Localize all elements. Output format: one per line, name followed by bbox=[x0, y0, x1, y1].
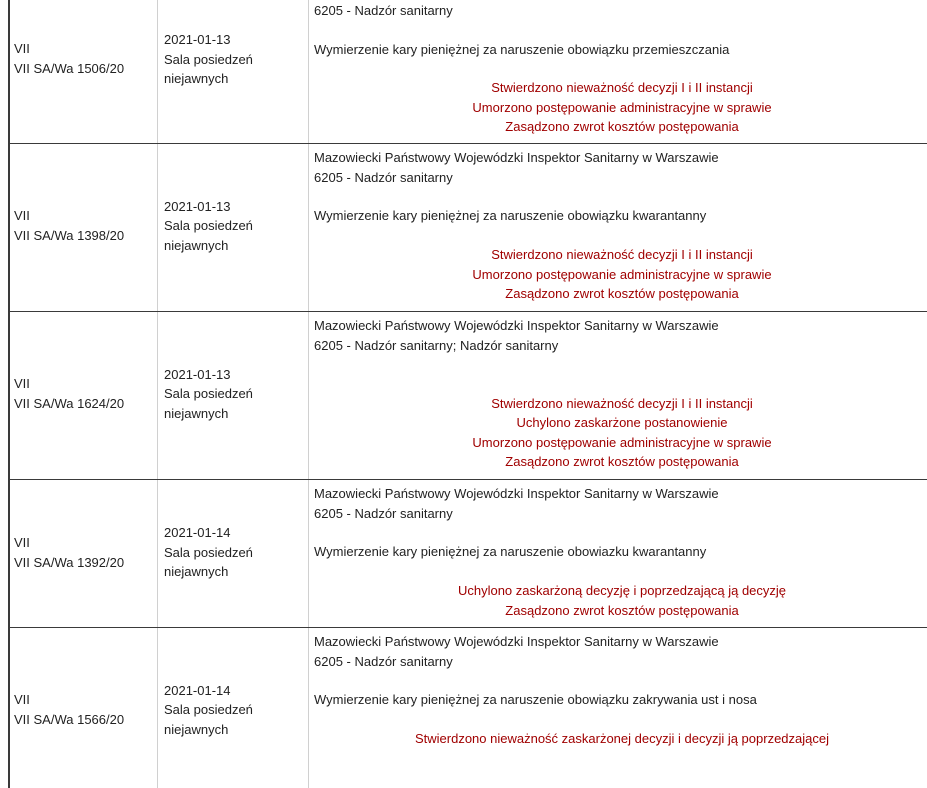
case-symbol: 6205 - Nadzór sanitarny bbox=[314, 654, 453, 669]
hearing-room-cont: niejawnych bbox=[164, 238, 229, 253]
hearing-date: 2021-01-14 bbox=[164, 525, 231, 540]
signature-cell bbox=[10, 480, 156, 627]
outcome-line: Uchylono zaskarżoną decyzję i poprzedzającą ją decyzję bbox=[457, 583, 787, 598]
table-row bbox=[10, 628, 927, 788]
date-cell bbox=[157, 0, 307, 143]
hearing-room-cont: niejawnych bbox=[164, 564, 229, 579]
hearing-room: Sala posiedzeń bbox=[164, 545, 253, 560]
outcome-line: Stwierdzono nieważność decyzji I i II instancji bbox=[491, 247, 753, 262]
authority-name: Mazowiecki Państwowy Wojewódzki Inspektor Sanitarny w Warszawie bbox=[314, 318, 719, 333]
signature-cell bbox=[10, 628, 156, 788]
table-row bbox=[10, 312, 927, 480]
outcome-line: Stwierdzono nieważność zaskarżonej decyzji i decyzji ją poprzedzającej bbox=[414, 731, 830, 746]
outcome-line: Umorzono postępowanie administracyjne w sprawie bbox=[472, 435, 772, 450]
date-cell bbox=[157, 312, 307, 479]
date-cell bbox=[157, 480, 307, 627]
hearing-room-cont: niejawnych bbox=[164, 722, 229, 737]
table-row bbox=[10, 0, 927, 144]
case-subject: Wymierzenie kary pieniężnej za naruszenie obowiązku kwarantanny bbox=[314, 208, 707, 223]
hearing-date: 2021-01-13 bbox=[164, 199, 231, 214]
outcome-line: Uchylono zaskarżone postanowienie bbox=[516, 415, 728, 430]
division-label: VII bbox=[14, 376, 30, 391]
date-cell bbox=[157, 144, 307, 311]
hearing-room-cont: niejawnych bbox=[164, 406, 229, 421]
signature-cell bbox=[10, 0, 156, 143]
table-row bbox=[10, 144, 927, 312]
outcome-line: Zasądzono zwrot kosztów postępowania bbox=[505, 286, 739, 301]
outcome-line: Zasądzono zwrot kosztów postępowania bbox=[505, 603, 739, 618]
outcome-line: Zasądzono zwrot kosztów postępowania bbox=[505, 119, 739, 134]
case-subject: Wymierzenie kary pieniężnej za naruszenie obowiazku kwarantanny bbox=[314, 544, 707, 559]
hearing-date: 2021-01-13 bbox=[164, 32, 231, 47]
details-cell bbox=[308, 312, 927, 479]
hearing-room-cont: niejawnych bbox=[164, 71, 229, 86]
case-signature-link[interactable]: VII SA/Wa 1398/20 bbox=[14, 228, 125, 243]
details-cell bbox=[308, 628, 927, 788]
case-subject: Wymierzenie kary pieniężnej za naruszenie obowiązku zakrywania ust i nosa bbox=[314, 692, 757, 707]
hearing-room: Sala posiedzeń bbox=[164, 218, 253, 233]
hearing-room: Sala posiedzeń bbox=[164, 52, 253, 67]
hearing-date: 2021-01-14 bbox=[164, 683, 231, 698]
table-row bbox=[10, 480, 927, 628]
outcome-line: Stwierdzono nieważność decyzji I i II instancji bbox=[491, 396, 753, 411]
signature-cell bbox=[10, 312, 156, 479]
signature-cell bbox=[10, 144, 156, 311]
case-symbol: 6205 - Nadzór sanitarny bbox=[314, 3, 453, 18]
case-symbol: 6205 - Nadzór sanitarny bbox=[314, 170, 453, 185]
case-signature-link[interactable]: VII SA/Wa 1392/20 bbox=[14, 555, 125, 570]
hearing-room: Sala posiedzeń bbox=[164, 702, 253, 717]
outcome-line: Stwierdzono nieważność decyzji I i II instancji bbox=[491, 80, 753, 95]
division-label: VII bbox=[14, 208, 30, 223]
hearing-date: 2021-01-13 bbox=[164, 367, 231, 382]
outcome-line: Umorzono postępowanie administracyjne w sprawie bbox=[472, 267, 772, 282]
outcome-line: Umorzono postępowanie administracyjne w sprawie bbox=[472, 100, 772, 115]
case-signature-link[interactable]: VII SA/Wa 1566/20 bbox=[14, 712, 125, 727]
authority-name: Mazowiecki Państwowy Wojewódzki Inspektor Sanitarny w Warszawie bbox=[314, 150, 719, 165]
details-cell bbox=[308, 0, 927, 143]
details-cell bbox=[308, 480, 927, 627]
case-symbol: 6205 - Nadzór sanitarny bbox=[314, 506, 453, 521]
outcome-line: Zasądzono zwrot kosztów postępowania bbox=[505, 454, 739, 469]
case-signature-link[interactable]: VII SA/Wa 1624/20 bbox=[14, 396, 125, 411]
authority-name: Mazowiecki Państwowy Wojewódzki Inspektor Sanitarny w Warszawie bbox=[314, 634, 719, 649]
division-label: VII bbox=[14, 692, 30, 707]
hearing-room: Sala posiedzeń bbox=[164, 386, 253, 401]
division-label: VII bbox=[14, 535, 30, 550]
case-symbol: 6205 - Nadzór sanitarny; Nadzór sanitarny bbox=[314, 338, 559, 353]
division-label: VII bbox=[14, 41, 30, 56]
case-subject: Wymierzenie kary pieniężnej za naruszenie obowiązku przemieszczania bbox=[314, 42, 730, 57]
authority-name: Mazowiecki Państwowy Wojewódzki Inspektor Sanitarny w Warszawie bbox=[314, 486, 719, 501]
case-table bbox=[8, 0, 927, 788]
details-cell bbox=[308, 144, 927, 311]
date-cell bbox=[157, 628, 307, 788]
case-signature-link[interactable]: VII SA/Wa 1506/20 bbox=[14, 61, 125, 76]
